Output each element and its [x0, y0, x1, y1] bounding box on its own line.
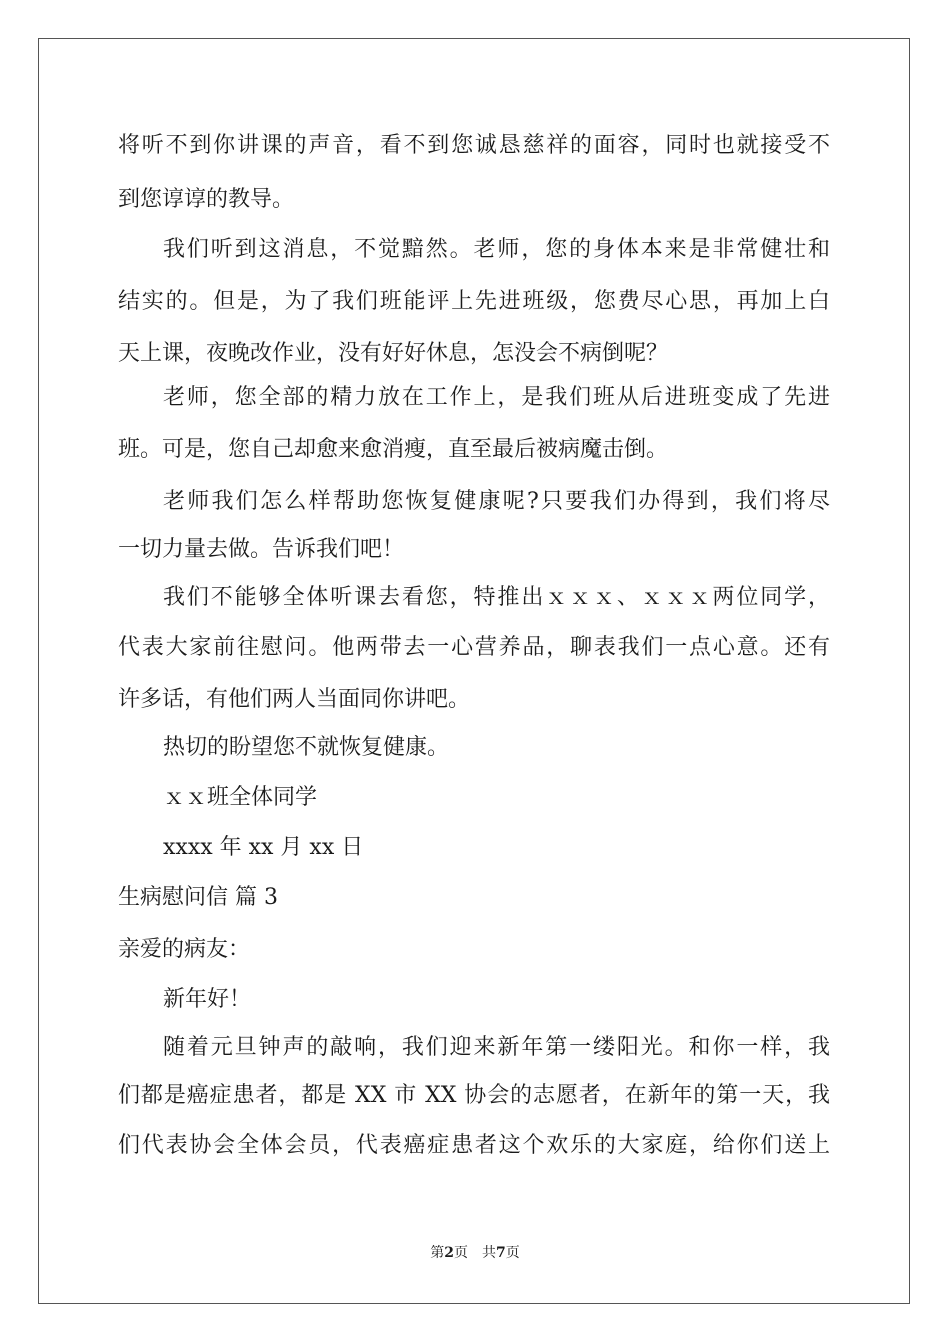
current-page-number: 2	[444, 1245, 454, 1261]
greeting: 新年好！	[163, 987, 252, 1012]
body-text-line: 到您谆谆的教导。	[118, 187, 295, 212]
body-text-line: 班。可是，您自己却愈来愈消瘦，直至最后被病魔击倒。	[118, 437, 669, 462]
page-number-middle: 页 共	[454, 1245, 496, 1261]
page-border	[38, 38, 910, 1304]
body-text-line: 我们不能够全体听课去看您，特推出ｘｘｘ、ｘｘｘ两位同学，	[163, 585, 830, 610]
body-text-line: 们代表协会全体会员，代表癌症患者这个欢乐的大家庭，给你们送上	[118, 1133, 830, 1158]
signature-line: ｘｘ班全体同学	[163, 785, 318, 810]
body-text-line: 结实的。但是，为了我们班能评上先进班级，您费尽心思，再加上白	[118, 289, 830, 314]
body-text-line: 一切力量去做。告诉我们吧！	[118, 537, 405, 562]
page-number-suffix: 页	[505, 1245, 520, 1261]
body-text-line: 将听不到你讲课的声音，看不到您诚恳慈祥的面容，同时也就接受不	[118, 133, 830, 158]
total-page-number: 7	[496, 1245, 506, 1261]
body-text-line: 热切的盼望您不就恢复健康。	[163, 735, 450, 760]
body-text-line: 天上课，夜晚改作业，没有好好休息，怎没会不病倒呢？	[118, 341, 669, 366]
body-text-line: 许多话，有他们两人当面同你讲吧。	[118, 687, 471, 712]
body-text-line: 我们听到这消息，不觉黯然。老师，您的身体本来是非常健壮和	[163, 237, 830, 262]
body-text-line: 们都是癌症患者，都是 XX 市 XX 协会的志愿者，在新年的第一天，我	[118, 1083, 830, 1108]
body-text-line: 随着元旦钟声的敲响，我们迎来新年第一缕阳光。和你一样，我	[163, 1035, 830, 1060]
section-heading: 生病慰问信 篇 3	[118, 885, 278, 910]
body-text-line: 老师，您全部的精力放在工作上，是我们班从后进班变成了先进	[163, 385, 830, 410]
page-footer	[0, 1244, 950, 1262]
page-number-prefix: 第	[430, 1245, 445, 1261]
salutation: 亲爱的病友：	[118, 937, 251, 962]
body-text-line: 代表大家前往慰问。他两带去一心营养品，聊表我们一点心意。还有	[118, 635, 830, 660]
date-line: xxxx 年 xx 月 xx 日	[163, 835, 364, 860]
body-text-line: 老师我们怎么样帮助您恢复健康呢?只要我们办得到，我们将尽	[163, 489, 830, 514]
